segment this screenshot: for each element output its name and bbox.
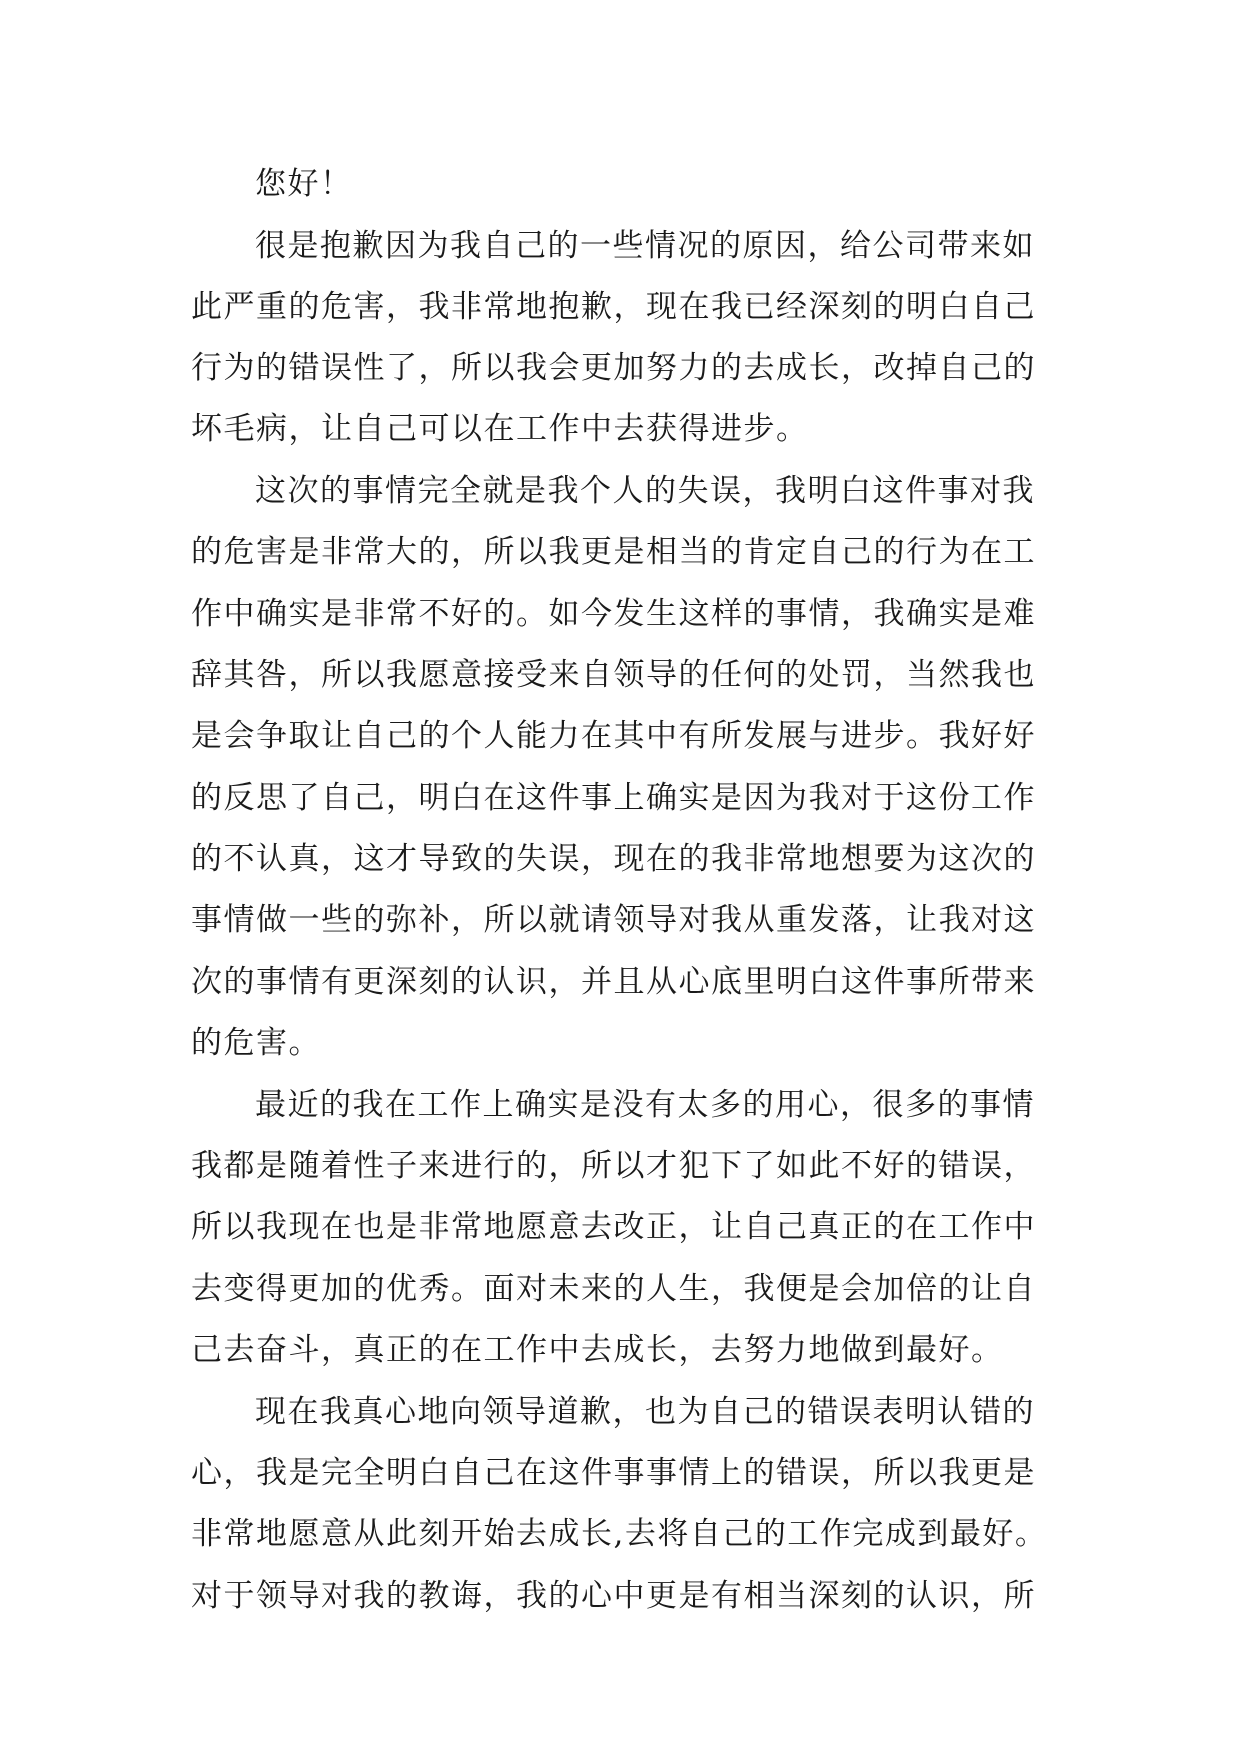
greeting-line: 您好！ <box>255 166 353 202</box>
paragraph-2-line-8: 事情做一些的弥补，所以就请领导对我从重发落，让我对这 <box>191 902 1036 938</box>
paragraph-1-line-3: 行为的错误性了，所以我会更加努力的去成长，改掉自己的 <box>191 350 1036 386</box>
paragraph-3-line-1: 最近的我在工作上确实是没有太多的用心，很多的事情 <box>255 1087 1035 1123</box>
paragraph-3-line-5: 己去奋斗，真正的在工作中去成长，去努力地做到最好。 <box>191 1332 1004 1368</box>
paragraph-4-line-1: 现在我真心地向领导道歉，也为自己的错误表明认错的 <box>255 1394 1035 1430</box>
paragraph-1-line-2: 此严重的危害，我非常地抱歉，现在我已经深刻的明白自己 <box>191 289 1036 325</box>
paragraph-3-line-3: 所以我现在也是非常地愿意去改正，让自己真正的在工作中 <box>191 1209 1036 1245</box>
paragraph-2-line-5: 是会争取让自己的个人能力在其中有所发展与进步。我好好 <box>191 718 1036 754</box>
paragraph-2-line-7: 的不认真，这才导致的失误，现在的我非常地想要为这次的 <box>191 841 1036 877</box>
paragraph-2-line-2: 的危害是非常大的，所以我更是相当的肯定自己的行为在工 <box>191 534 1036 570</box>
paragraph-2-line-10: 的危害。 <box>191 1025 321 1061</box>
paragraph-2-line-4: 辞其咎，所以我愿意接受来自领导的任何的处罚，当然我也 <box>191 657 1036 693</box>
paragraph-4-line-2: 心，我是完全明白自己在这件事事情上的错误，所以我更是 <box>191 1455 1036 1491</box>
paragraph-3-line-2: 我都是随着性子来进行的，所以才犯下了如此不好的错误， <box>191 1148 1036 1184</box>
paragraph-4-line-4: 对于领导对我的教诲，我的心中更是有相当深刻的认识，所 <box>191 1578 1036 1614</box>
paragraph-4-line-3: 非常地愿意从此刻开始去成长,去将自己的工作完成到最好。 <box>191 1516 1048 1552</box>
paragraph-2-line-3: 作中确实是非常不好的。如今发生这样的事情，我确实是难 <box>191 596 1036 632</box>
paragraph-2-line-1: 这次的事情完全就是我个人的失误，我明白这件事对我 <box>255 473 1035 509</box>
paragraph-2-line-6: 的反思了自己，明白在这件事上确实是因为我对于这份工作 <box>191 780 1036 816</box>
paragraph-1-line-4: 坏毛病，让自己可以在工作中去获得进步。 <box>191 411 809 447</box>
paragraph-1-line-1: 很是抱歉因为我自己的一些情况的原因，给公司带来如 <box>255 228 1035 264</box>
paragraph-3-line-4: 去变得更加的优秀。面对未来的人生，我便是会加倍的让自 <box>191 1271 1036 1307</box>
paragraph-2-line-9: 次的事情有更深刻的认识，并且从心底里明白这件事所带来 <box>191 964 1036 1000</box>
